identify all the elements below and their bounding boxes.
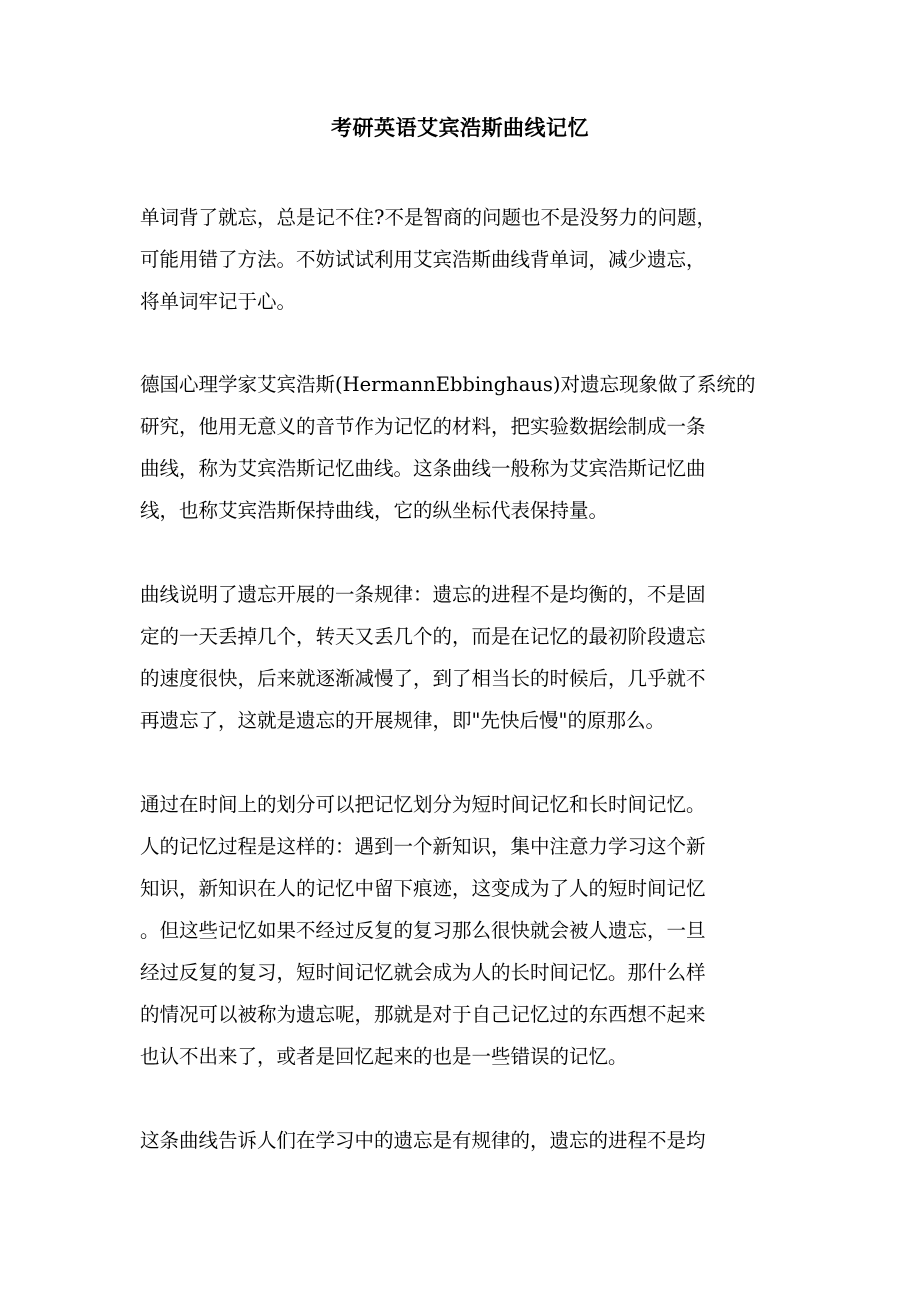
paragraph-line: 也认不出来了，或者是回忆起来的也是一些错误的记忆。 <box>140 1045 628 1068</box>
paragraph-line: 线，也称艾宾浩斯保持曲线，它的纵坐标代表保持量。 <box>140 499 609 522</box>
document-title: 考研英语艾宾浩斯曲线记忆 <box>331 115 589 140</box>
paragraph-3 <box>140 574 780 742</box>
paragraph-line: 德国心理学家艾宾浩斯(HermannEbbinghaus)对遗忘现象做了系统的 <box>140 373 756 396</box>
paragraph-line: 定的一天丢掉几个，转天又丢几个的，而是在记忆的最初阶段遗忘 <box>140 625 706 648</box>
paragraph-1 <box>140 197 780 323</box>
paragraph-2 <box>140 364 780 532</box>
paragraph-5 <box>140 1120 780 1162</box>
paragraph-line: 将单词牢记于心。 <box>140 290 297 313</box>
paragraph-line: 经过反复的复习，短时间记忆就会成为人的长时间记忆。那什么样 <box>140 961 706 984</box>
paragraph-line: 曲线，称为艾宾浩斯记忆曲线。这条曲线一般称为艾宾浩斯记忆曲 <box>140 457 706 480</box>
paragraph-line: 。但这些记忆如果不经过反复的复习那么很快就会被人遗忘，一旦 <box>140 919 706 942</box>
paragraph-line: 研究，他用无意义的音节作为记忆的材料，把实验数据绘制成一条 <box>140 415 706 438</box>
paragraph-line: 人的记忆过程是这样的：遇到一个新知识，集中注意力学习这个新 <box>140 835 706 858</box>
paragraph-line: 再遗忘了，这就是遗忘的开展规律，即"先快后慢"的原那么。 <box>140 709 665 732</box>
paragraph-line: 单词背了就忘，总是记不住?不是智商的问题也不是没努力的问题， <box>140 206 716 229</box>
paragraph-line: 这条曲线告诉人们在学习中的遗忘是有规律的，遗忘的进程不是均 <box>140 1129 706 1152</box>
paragraph-line: 的速度很快，后来就逐渐减慢了，到了相当长的时候后，几乎就不 <box>140 667 706 690</box>
paragraph-line: 曲线说明了遗忘开展的一条规律：遗忘的进程不是均衡的，不是固 <box>140 583 706 606</box>
paragraph-4 <box>140 784 780 1078</box>
paragraph-line: 知识，新知识在人的记忆中留下痕迹，这变成为了人的短时间记忆 <box>140 877 706 900</box>
paragraph-line: 通过在时间上的划分可以把记忆划分为短时间记忆和长时间记忆。 <box>140 793 706 816</box>
paragraph-line: 的情况可以被称为遗忘呢，那就是对于自己记忆过的东西想不起来 <box>140 1003 706 1026</box>
paragraph-line: 可能用错了方法。不妨试试利用艾宾浩斯曲线背单词，减少遗忘， <box>140 248 706 271</box>
